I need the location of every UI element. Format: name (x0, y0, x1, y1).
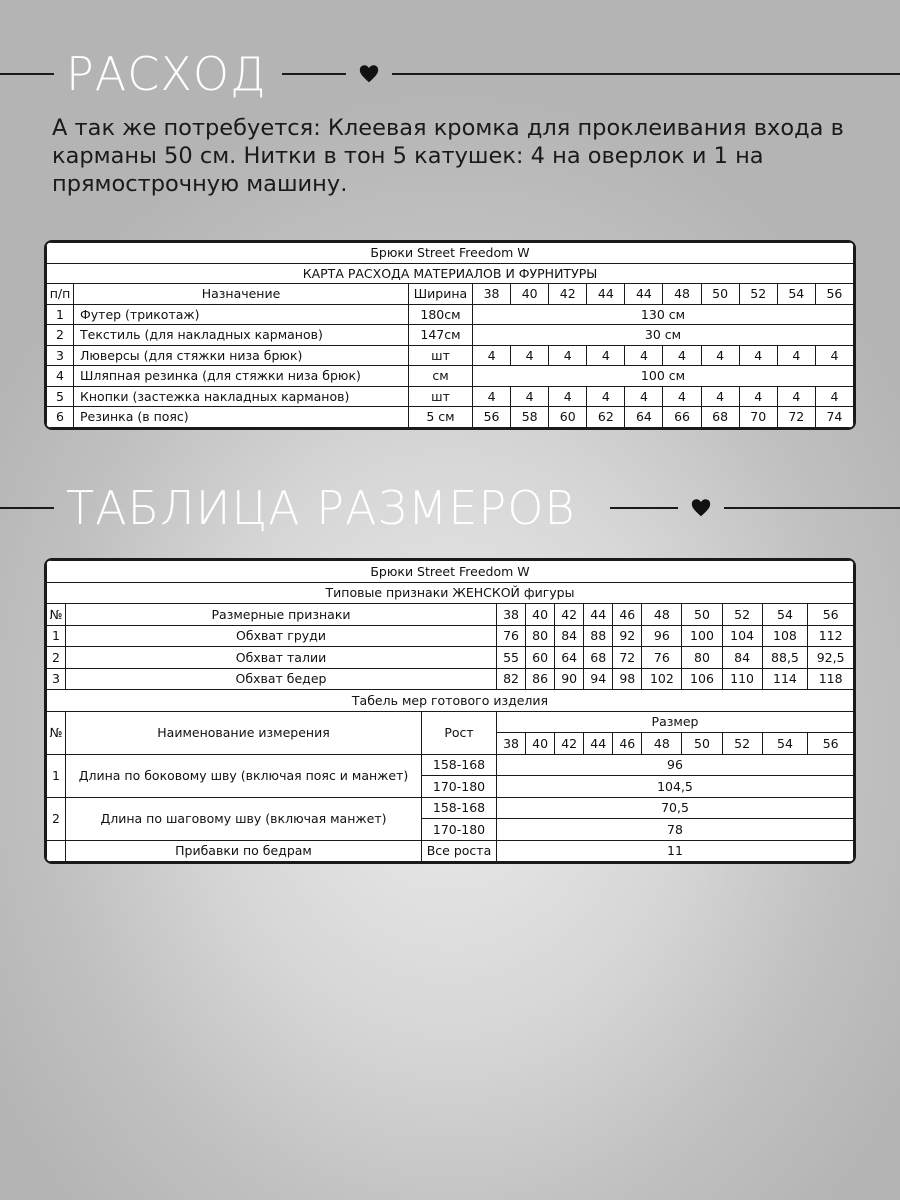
table-subtitle-row (47, 582, 854, 604)
intro-text: А так же потребуется: Клеевая кромка для проклеивания входа в карманы 50 см. Нитки в тон 5 катушек: 4 на оверлок и 1 на прямострочную машину. (52, 115, 844, 197)
row-name: Обхват талии (66, 647, 497, 669)
value-cell: 86 (526, 668, 555, 690)
size-header-cell: 46 (613, 733, 642, 755)
size-header-cell: 42 (555, 733, 584, 755)
value-cell: 4 (473, 386, 511, 407)
row-name: Кнопки (застежка накладных карманов) (74, 386, 409, 407)
size-header-cell: 38 (473, 284, 511, 305)
size-header-cell: 46 (613, 604, 642, 626)
row-number: 2 (47, 647, 66, 669)
row-name: Обхват бедер (66, 668, 497, 690)
header-cell: № (47, 711, 66, 754)
consumption-table (46, 242, 854, 428)
height-cell: Все роста (422, 840, 497, 862)
table-row (47, 345, 854, 366)
value-cell: 56 (473, 407, 511, 428)
row-number: 3 (47, 668, 66, 690)
size-header-cell: 54 (762, 604, 808, 626)
row-merged-value: 130 см (473, 304, 854, 325)
value-cell: 82 (497, 668, 526, 690)
row-number (47, 840, 66, 862)
value-cell: 76 (642, 647, 682, 669)
row-name: Футер (трикотаж) (74, 304, 409, 325)
size-header-cell: 50 (682, 604, 722, 626)
size-header-cell: 40 (526, 733, 555, 755)
value-cell: 4 (473, 345, 511, 366)
value-cell: 62 (587, 407, 625, 428)
row-name: Длина по боковому шву (включая пояс и манжет) (66, 754, 422, 797)
header-cell: Наименование измерения (66, 711, 422, 754)
table-header-row (47, 604, 854, 626)
size-header-cell: 48 (663, 284, 701, 305)
header-cell: Назначение (74, 284, 409, 305)
value-cell: 4 (815, 386, 853, 407)
value-cell: 4 (739, 386, 777, 407)
row-width: см (409, 366, 473, 387)
heading-line-middle (610, 507, 678, 509)
row-number: 2 (47, 325, 74, 346)
value-cell: 68 (701, 407, 739, 428)
value-cell: 70,5 (497, 797, 854, 819)
size-header-cell: 48 (642, 733, 682, 755)
heart-icon (690, 497, 712, 519)
header-cell: Размерные признаки (66, 604, 497, 626)
value-cell: 104,5 (497, 776, 854, 798)
row-width: шт (409, 345, 473, 366)
size-header-cell: 40 (526, 604, 555, 626)
section-heading-sizes (0, 478, 900, 538)
table-subtitle-row (47, 263, 854, 284)
value-cell: 78 (497, 819, 854, 841)
value-cell: 4 (815, 345, 853, 366)
row-number: 1 (47, 304, 74, 325)
value-cell: 4 (701, 386, 739, 407)
header-cell: № (47, 604, 66, 626)
size-header-cell: 40 (511, 284, 549, 305)
row-number: 4 (47, 366, 74, 387)
value-cell: 84 (722, 647, 762, 669)
size-header-cell: 38 (497, 604, 526, 626)
value-cell: 88,5 (762, 647, 808, 669)
value-cell: 60 (526, 647, 555, 669)
row-number: 2 (47, 797, 66, 840)
size-header-cell: 42 (555, 604, 584, 626)
value-cell: 4 (701, 345, 739, 366)
value-cell: 80 (682, 647, 722, 669)
size-header-cell: 52 (722, 604, 762, 626)
value-cell: 98 (613, 668, 642, 690)
value-cell: 64 (555, 647, 584, 669)
section-title: ТАБЛИЦА РАЗМЕРОВ (66, 481, 576, 535)
row-number: 3 (47, 345, 74, 366)
table-title-row (47, 561, 854, 583)
value-cell: 110 (722, 668, 762, 690)
size-header-cell: 44 (584, 733, 613, 755)
row-name: Резинка (в пояс) (74, 407, 409, 428)
value-cell: 11 (497, 840, 854, 862)
row-number: 6 (47, 407, 74, 428)
value-cell: 92,5 (808, 647, 854, 669)
row-merged-value: 30 см (473, 325, 854, 346)
garment-title-row (47, 690, 854, 712)
row-name: Люверсы (для стяжки низа брюк) (74, 345, 409, 366)
table-row (47, 386, 854, 407)
value-cell: 76 (497, 625, 526, 647)
size-header-cell: 56 (808, 733, 854, 755)
row-width: 147см (409, 325, 473, 346)
value-cell: 4 (625, 386, 663, 407)
row-width: шт (409, 386, 473, 407)
value-cell: 70 (739, 407, 777, 428)
table-subtitle: КАРТА РАСХОДА МАТЕРИАЛОВ И ФУРНИТУРЫ (47, 263, 854, 284)
heading-line-left (0, 507, 54, 509)
height-cell: 158-168 (422, 754, 497, 776)
value-cell: 102 (642, 668, 682, 690)
value-cell: 4 (777, 386, 815, 407)
size-header-cell: 52 (722, 733, 762, 755)
heading-line-right (392, 73, 900, 75)
row-name: Текстиль (для накладных карманов) (74, 325, 409, 346)
table-row (47, 668, 854, 690)
value-cell: 58 (511, 407, 549, 428)
size-header-cell: 56 (815, 284, 853, 305)
size-header-cell: 50 (701, 284, 739, 305)
row-number: 1 (47, 625, 66, 647)
value-cell: 4 (777, 345, 815, 366)
table-row (47, 625, 854, 647)
table-row (47, 647, 854, 669)
table-subtitle: Типовые признаки ЖЕНСКОЙ фигуры (47, 582, 854, 604)
section-heading-consumption (0, 44, 900, 104)
value-cell: 106 (682, 668, 722, 690)
value-cell: 4 (625, 345, 663, 366)
section-title: РАСХОД (66, 47, 267, 101)
table-row (47, 840, 854, 862)
header-cell: Ширина (409, 284, 473, 305)
value-cell: 4 (549, 345, 587, 366)
value-cell: 4 (663, 345, 701, 366)
row-name: Прибавки по бедрам (66, 840, 422, 862)
size-header-cell: 50 (682, 733, 722, 755)
table-row (47, 325, 854, 346)
value-cell: 96 (497, 754, 854, 776)
value-cell: 66 (663, 407, 701, 428)
value-cell: 72 (613, 647, 642, 669)
table-title: Брюки Street Freedom W (47, 561, 854, 583)
value-cell: 4 (587, 345, 625, 366)
table-row (47, 754, 854, 776)
value-cell: 60 (549, 407, 587, 428)
size-header-cell: 54 (762, 733, 808, 755)
heading-line-left (0, 73, 54, 75)
value-cell: 108 (762, 625, 808, 647)
value-cell: 64 (625, 407, 663, 428)
row-width: 180см (409, 304, 473, 325)
value-cell: 4 (587, 386, 625, 407)
value-cell: 4 (739, 345, 777, 366)
header-cell: Рост (422, 711, 497, 754)
value-cell: 4 (663, 386, 701, 407)
value-cell: 68 (584, 647, 613, 669)
header-cell: п/п (47, 284, 74, 305)
value-cell: 100 (682, 625, 722, 647)
table-header-row (47, 284, 854, 305)
header-cell: Размер (497, 711, 854, 733)
table-row (47, 407, 854, 428)
heart-icon (358, 63, 380, 85)
heading-line-middle (282, 73, 346, 75)
size-header-cell: 54 (777, 284, 815, 305)
height-cell: 170-180 (422, 819, 497, 841)
row-name: Шляпная резинка (для стяжки низа брюк) (74, 366, 409, 387)
size-header-cell: 48 (642, 604, 682, 626)
value-cell: 114 (762, 668, 808, 690)
value-cell: 74 (815, 407, 853, 428)
table-row (47, 304, 854, 325)
row-name: Обхват груди (66, 625, 497, 647)
value-cell: 80 (526, 625, 555, 647)
size-header-cell: 44 (584, 604, 613, 626)
size-table (46, 560, 854, 862)
height-cell: 158-168 (422, 797, 497, 819)
table-row (47, 797, 854, 819)
row-merged-value: 100 см (473, 366, 854, 387)
value-cell: 92 (613, 625, 642, 647)
value-cell: 88 (584, 625, 613, 647)
value-cell: 4 (511, 345, 549, 366)
heading-line-right (724, 507, 900, 509)
size-header-cell: 44 (625, 284, 663, 305)
value-cell: 112 (808, 625, 854, 647)
value-cell: 96 (642, 625, 682, 647)
table-title-row (47, 243, 854, 264)
value-cell: 104 (722, 625, 762, 647)
row-number: 5 (47, 386, 74, 407)
row-width: 5 см (409, 407, 473, 428)
value-cell: 94 (584, 668, 613, 690)
value-cell: 4 (549, 386, 587, 407)
table-row (47, 366, 854, 387)
size-header-cell: 42 (549, 284, 587, 305)
measure-header-row (47, 711, 854, 733)
size-header-cell: 38 (497, 733, 526, 755)
table-title: Брюки Street Freedom W (47, 243, 854, 264)
row-number: 1 (47, 754, 66, 797)
garment-title: Табель мер готового изделия (47, 690, 854, 712)
row-name: Длина по шаговому шву (включая манжет) (66, 797, 422, 840)
size-header-cell: 52 (739, 284, 777, 305)
value-cell: 4 (511, 386, 549, 407)
size-header-cell: 56 (808, 604, 854, 626)
value-cell: 84 (555, 625, 584, 647)
value-cell: 55 (497, 647, 526, 669)
height-cell: 170-180 (422, 776, 497, 798)
value-cell: 90 (555, 668, 584, 690)
value-cell: 72 (777, 407, 815, 428)
value-cell: 118 (808, 668, 854, 690)
size-header-cell: 44 (587, 284, 625, 305)
